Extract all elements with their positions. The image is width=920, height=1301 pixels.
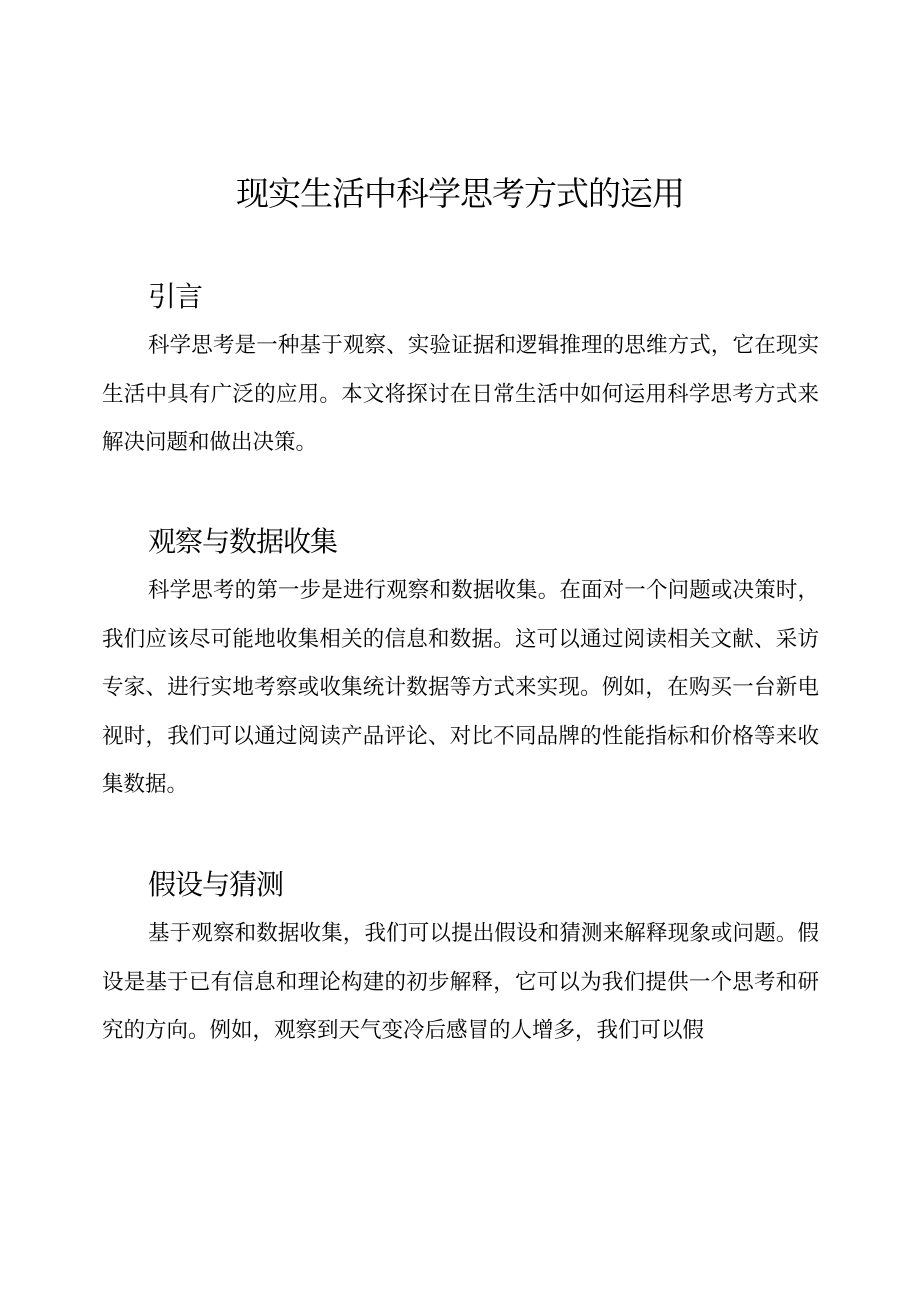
section-heading: 观察与数据收集 [148, 525, 338, 558]
document-title: 现实生活中科学思考方式的运用 [236, 174, 684, 213]
section-heading: 假设与猜测 [148, 868, 284, 901]
section-observation-data-collection [102, 519, 819, 810]
section-hypothesis-guess [102, 862, 819, 1056]
section-heading: 引言 [148, 280, 203, 313]
section-paragraph: 科学思考是一种基于观察、实验证据和逻辑推理的思维方式，它在现实生活中具有广泛的应用。本文将探讨在日常生活中如何运用科学思考方式来解决问题和做出决策。 [102, 333, 819, 455]
section-paragraph: 科学思考的第一步是进行观察和数据收集。在面对一个问题或决策时，我们应该尽可能地收集相关的信息和数据。这可以通过阅读相关文献、采访专家、进行实地考察或收集统计数据等方式来实现。例如，在购买一台新电视时，我们可以通过阅读产品评论、对比不同品牌的性能指标和价格等来收集数据。 [102, 578, 819, 797]
section-introduction [102, 274, 819, 468]
section-paragraph: 基于观察和数据收集，我们可以提出假设和猜测来解释现象或问题。假设是基于已有信息和理论构建的初步解释，它可以为我们提供一个思考和研究的方向。例如，观察到天气变冷后感冒的人增多，我们可以假 [102, 921, 819, 1043]
